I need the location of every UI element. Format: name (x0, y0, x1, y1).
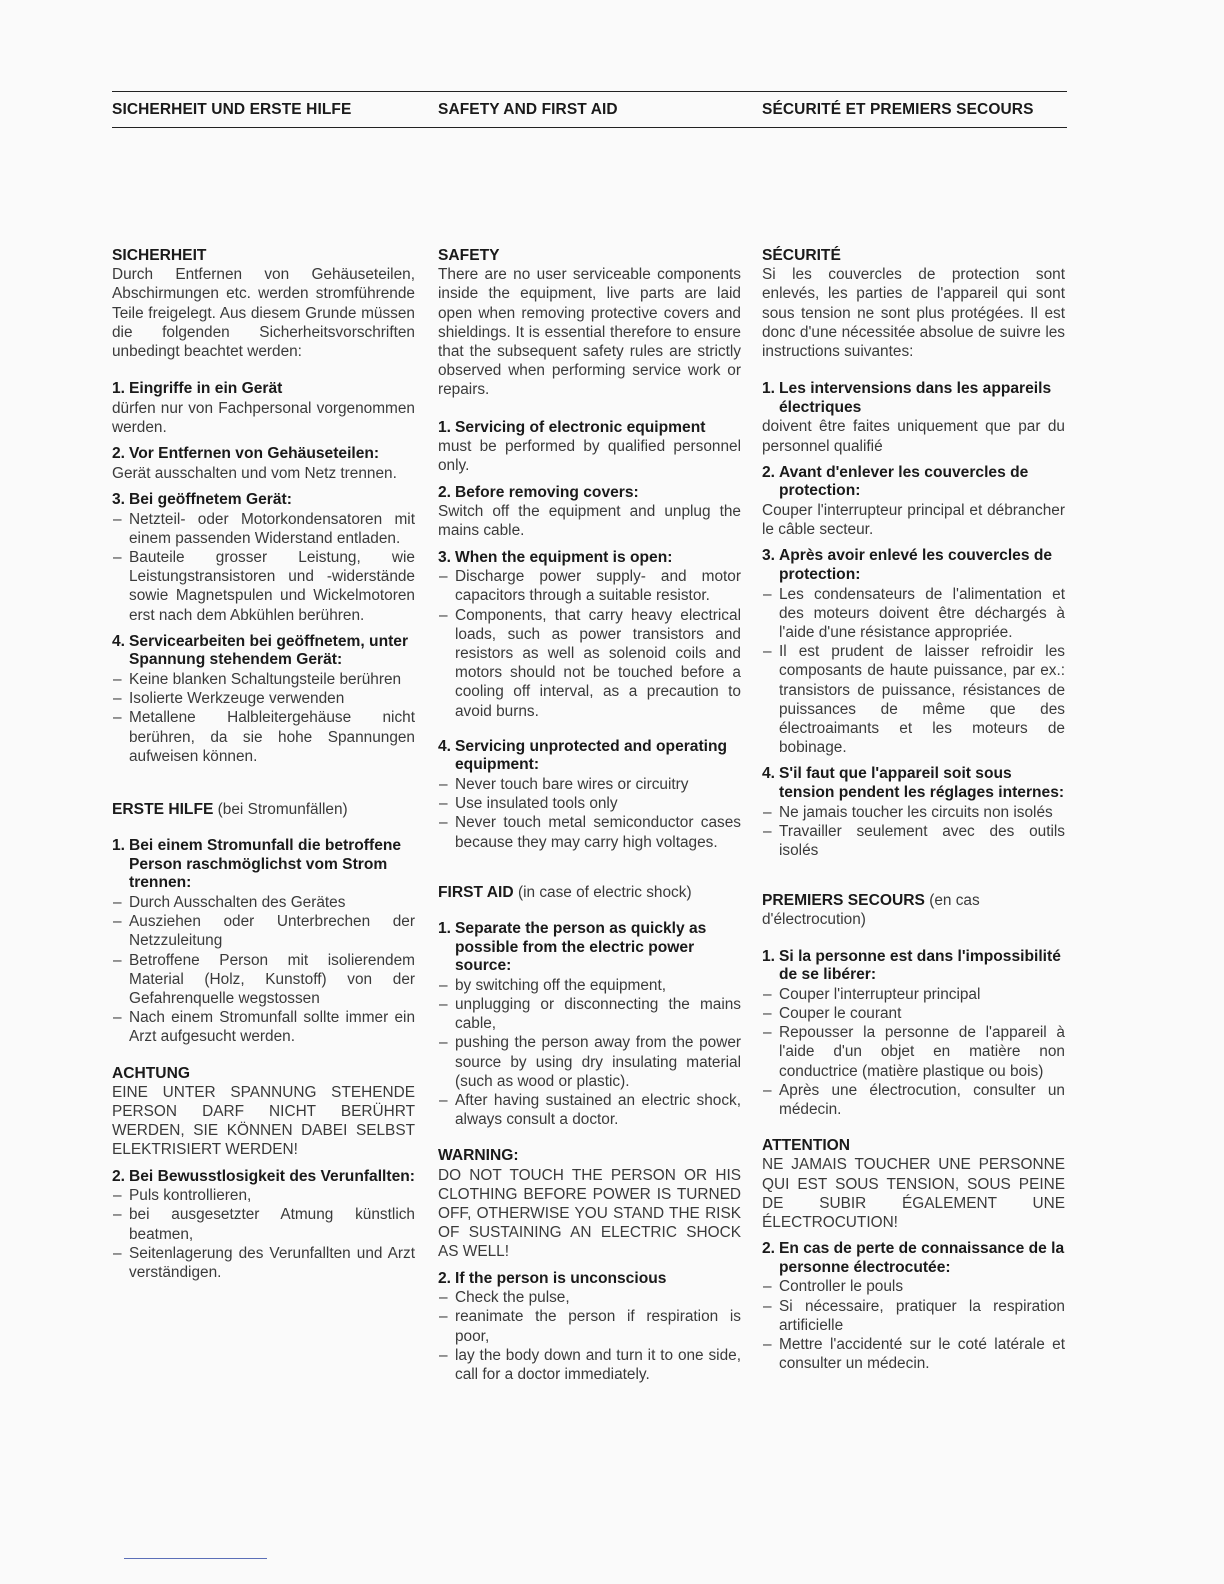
safety-rule-4-title: 4. Servicing unprotected and operating equipment: (438, 737, 728, 774)
safety-intro: There are no user serviceable components inside the equipment, live parts are laid open when removing protective covers and shieldings. It is essential therefore to ensure that the subsequent safety rules are strictly observed when performing service work or repairs. (438, 266, 741, 399)
firstaid-step-1-list (112, 893, 415, 1047)
firstaid-step-2-title: 2. Bei Bewusstlosigkeit des Verunfallten: (112, 1167, 415, 1185)
header-rule-bottom (112, 127, 1067, 128)
header-title-fr: SÉCURITÉ ET PREMIERS SECOURS (762, 101, 1034, 118)
warning-text: DO NOT TOUCH THE PERSON OR HIS CLOTHING BEFORE POWER IS TURNED OFF, OTHERWISE YOU STAND THE RISK OF SUSTAINING AN ELECTRIC SHOCK AS WELL! (438, 1166, 741, 1261)
list-item: – Use insulated tools only (438, 794, 741, 813)
firstaid-step-2-list (762, 1277, 1065, 1373)
list-item: – Les condensateurs de l'alimentation et des moteurs doivent être déchargés à l'aide d'une résistance appropriée. (762, 585, 1065, 643)
list-item: – Ne jamais toucher les circuits non isolés (762, 803, 1065, 822)
list-item: – Seitenlagerung des Verunfallten und Arzt verständigen. (112, 1244, 415, 1282)
warning-heading: ATTENTION (762, 1137, 851, 1155)
list-item: – reanimate the person if respiration is poor, (438, 1307, 741, 1345)
safety-rule-1-title: 1. Eingriffe in ein Gerät (112, 380, 283, 398)
column-french (762, 246, 1065, 1373)
list-item: – Isolierte Werkzeuge verwenden (112, 689, 415, 708)
list-item: – Never touch metal semiconductor cases because they may carry high voltages. (438, 813, 741, 851)
firstaid-step-1-list (438, 976, 741, 1130)
warning-heading: ACHTUNG (112, 1064, 190, 1082)
list-item: – Mettre l'accidenté sur le coté latérale et consulter un médecin. (762, 1335, 1065, 1373)
firstaid-heading: ERSTE HILFE (bei Stromunfällen) (112, 801, 348, 819)
list-item: – Il est prudent de laisser refroidir les composants de haute puissance, par ex.: transistors de puissance, résistances de puissances de même que des électroaimants et les moteurs de bobinage. (762, 642, 1065, 757)
safety-rule-4-title: 4. Servicearbeiten bei geöffnetem, unter Spannung stehendem Gerät: (112, 632, 409, 669)
list-item: – Bauteile grosser Leistung, wie Leistungstransistoren und -widerstände sowie Magnetspulen und Wickelmotoren erst nach dem Abkühlen berühren. (112, 548, 415, 625)
safety-rule-4-list (762, 803, 1065, 861)
list-item: – Puls kontrollieren, (112, 1186, 415, 1205)
safety-rule-3-list (762, 585, 1065, 758)
list-item: – pushing the person away from the power source by using dry insulating material (such as wood or plastic). (438, 1033, 741, 1091)
list-item: – by switching off the equipment, (438, 976, 741, 995)
safety-rule-2-text: Switch off the equipment and unplug the mains cable. (438, 503, 741, 540)
safety-rule-2-title: 2. Avant d'enlever les couvercles de protection: (762, 463, 1029, 500)
list-item: – Durch Ausschalten des Gerätes (112, 893, 415, 912)
firstaid-step-1-list (762, 985, 1065, 1119)
list-item: – Controller le pouls (762, 1277, 1065, 1296)
safety-rule-3-list (112, 510, 415, 625)
list-item: – Check the pulse, (438, 1288, 741, 1307)
firstaid-step-2-title: 2. If the person is unconscious (438, 1269, 667, 1287)
safety-heading: SÉCURITÉ (762, 247, 841, 264)
firstaid-step-1-title: 1. Si la personne est dans l'impossibilité de se libérer: (762, 947, 1061, 984)
safety-rule-2-text: Gerät ausschalten und vom Netz trennen. (112, 464, 397, 482)
list-item: – Metallene Halbleitergehäuse nicht berühren, da sie hohe Spannungen aufweisen können. (112, 708, 415, 766)
list-item: – Si nécessaire, pratiquer la respiration artificielle (762, 1297, 1065, 1335)
list-item: – Couper le courant (762, 1004, 1065, 1023)
list-item: – Après une électrocution, consulter un médecin. (762, 1081, 1065, 1119)
safety-rule-3-title: 3. Après avoir enlevé les couvercles de protection: (762, 547, 1053, 583)
warning-heading: WARNING: (438, 1147, 519, 1165)
footer-line (124, 1558, 267, 1559)
safety-heading: SAFETY (438, 247, 500, 264)
firstaid-step-1-title: 1. Separate the person as quickly as possible from the electric power source: (438, 920, 707, 975)
header-rule-top (112, 91, 1067, 92)
list-item: – Nach einem Stromunfall sollte immer ein Arzt aufgesucht werden. (112, 1008, 415, 1046)
list-item: – Betroffene Person mit isolierendem Material (Holz, Kunstoff) von der Gefahrenquelle wegstossen (112, 951, 415, 1009)
list-item: – Never touch bare wires or circuitry (438, 775, 741, 794)
safety-rule-1-text: doivent être faites uniquement que par du personnel qualifié (762, 418, 1065, 455)
list-item: – lay the body down and turn it to one side, call for a doctor immediately. (438, 1346, 741, 1384)
safety-rule-4-title: 4. S'il faut que l'appareil soit sous tension pendent les réglages internes: (762, 765, 1065, 802)
header-title-en: SAFETY AND FIRST AID (438, 101, 618, 118)
firstaid-step-2-list (112, 1186, 415, 1282)
list-item: – Travailler seulement avec des outils isolés (762, 822, 1065, 860)
list-item: – Components, that carry heavy electrical loads, such as power transistors and resistors as well as solenoid coils and motors should not be touched before a cooling off interval, as a precaution to avoid burns. (438, 606, 741, 721)
safety-rule-1-text: must be performed by qualified personnel only. (438, 438, 741, 475)
warning-text: NE JAMAIS TOUCHER UNE PERSONNE QUI EST SOUS TENSION, SOUS PEINE DE SUBIR ÉGALEMENT UNE ÉLECTROCUTION! (762, 1156, 1065, 1232)
list-item: – Netzteil- oder Motorkondensatoren mit einem passenden Widerstand entladen. (112, 510, 415, 548)
safety-rule-2-text: Couper l'interrupteur principal et débrancher le câble secteur. (762, 502, 1065, 539)
firstaid-heading: FIRST AID (in case of electric shock) (438, 883, 692, 901)
safety-rule-2-title: 2. Vor Entfernen von Gehäuseteilen: (112, 445, 380, 463)
safety-rule-3-list (438, 567, 741, 721)
safety-intro: Durch Entfernen von Gehäuseteilen, Abschirmungen etc. werden stromführende Teile freigelegt. Aus diesem Grunde müssen die folgenden Sicherheitsvorschriften unbedingt beachtet werden: (112, 266, 415, 361)
firstaid-step-2-title: 2. En cas de perte de connaissance de la personne électrocutée: (762, 1240, 1065, 1276)
safety-rule-1-title: 1. Servicing of electronic equipment (438, 418, 706, 436)
list-item: – Couper l'interrupteur principal (762, 985, 1065, 1004)
safety-rule-1-title: 1. Les intervensions dans les appareils électriques (762, 380, 1052, 416)
safety-rule-3-title: 3. Bei geöffnetem Gerät: (112, 491, 292, 509)
list-item: – Keine blanken Schaltungsteile berühren (112, 670, 415, 689)
list-item: – Discharge power supply- and motor capacitors through a suitable resistor. (438, 567, 741, 605)
list-item: – unplugging or disconnecting the mains cable, (438, 995, 741, 1033)
firstaid-heading: PREMIERS SECOURS (en cas d'électrocution) (762, 892, 980, 929)
safety-heading: SICHERHEIT (112, 247, 207, 264)
warning-text: EINE UNTER SPANNUNG STEHENDE PERSON DARF NICHT BERÜHRT WERDEN, SIE KÖNNEN DABEI SELBST ELEKTRISIERT WERDEN! (112, 1083, 415, 1159)
header-title-de: SICHERHEIT UND ERSTE HILFE (112, 101, 352, 118)
safety-rule-1-text: dürfen nur von Fachpersonal vorgenommen werden. (112, 399, 415, 437)
list-item: – Ausziehen oder Unterbrechen der Netzzuleitung (112, 912, 415, 950)
list-item: – bei ausgesetzter Atmung künstlich beatmen, (112, 1205, 415, 1243)
firstaid-step-1-title: 1. Bei einem Stromunfall die betroffene Person raschmöglichst vom Strom trennen: (112, 837, 402, 892)
firstaid-step-2-list (438, 1288, 741, 1384)
safety-rule-3-title: 3. When the equipment is open: (438, 548, 673, 566)
column-english (438, 246, 741, 1384)
safety-intro: Si les couvercles de protection sont enlevés, les parties de l'appareil qui sont sous tension ne sont plus protégées. Il est donc d'une nécessitée absolue de suivre les instructions suivantes: (762, 266, 1065, 361)
list-item: – After having sustained an electric shock, always consult a doctor. (438, 1091, 741, 1129)
safety-rule-2-title: 2. Before removing covers: (438, 483, 639, 501)
safety-rule-4-list (112, 670, 415, 766)
safety-rule-4-list (438, 775, 741, 852)
list-item: – Repousser la personne de l'appareil à l'aide d'un objet en matière non conductrice (matière plastique ou bois) (762, 1023, 1065, 1081)
column-german (112, 246, 415, 1282)
